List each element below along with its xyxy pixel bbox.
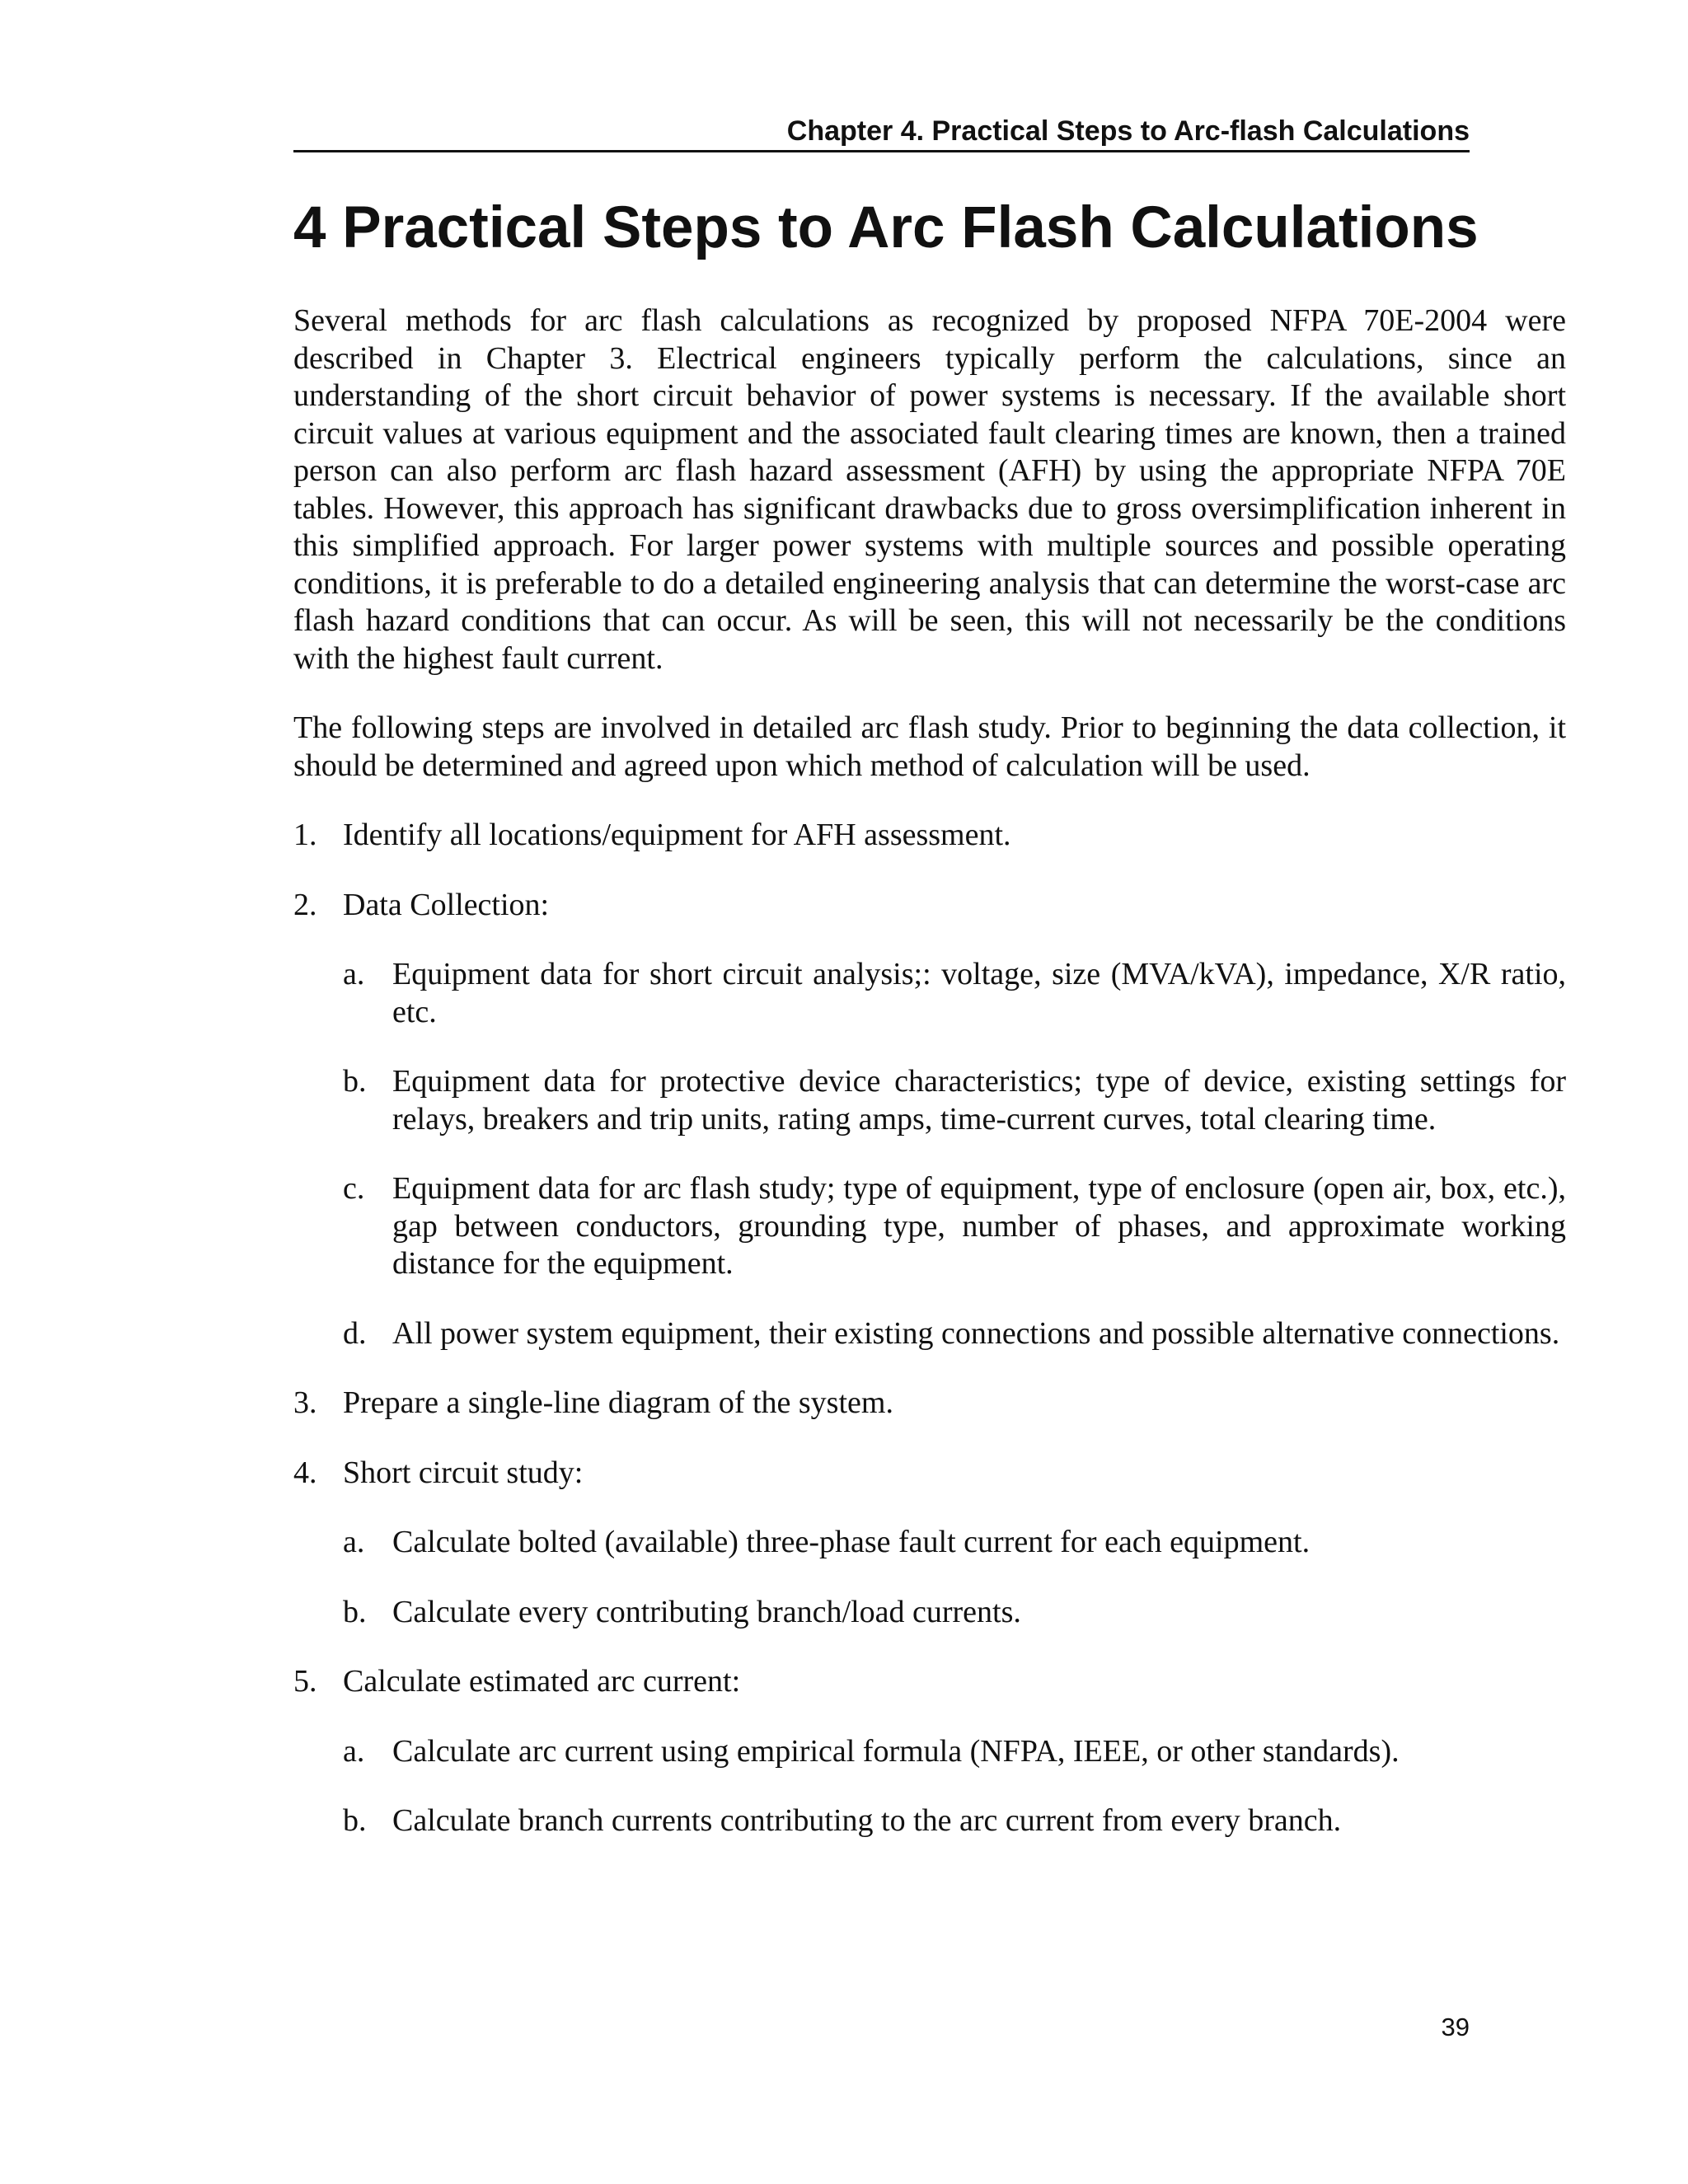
step-number: 1. — [293, 818, 317, 852]
substep-text: Calculate branch currents contributing to the arc current from every branch. — [392, 1803, 1342, 1838]
substep-text: Calculate bolted (available) three-phase fault current for each equipment. — [392, 1525, 1311, 1559]
substep-letter: d. — [343, 1315, 367, 1351]
substep-letter: a. — [343, 957, 365, 991]
substep-text: Calculate arc current using empirical formula (NFPA, IEEE, or other standards). — [392, 1733, 1400, 1769]
step-text: Short circuit study: — [343, 1455, 584, 1490]
substep-text: Equipment data for arc flash study; type of equipment, type of enclosure (open air, box, etc.), gap between conductors, grounding type, number of phases, and approximate working distance for the equipment. — [392, 1171, 1566, 1281]
substep-text: Equipment data for short circuit analysis;: voltage, size (MVA/kVA), impedance, X/R ratio, etc. — [392, 957, 1566, 1029]
substep-letter: b. — [343, 1064, 367, 1099]
step-number: 3. — [293, 1385, 317, 1420]
substep-item — [343, 1733, 1566, 1771]
chapter-title: 4 Practical Steps to Arc Flash Calculations — [293, 195, 1479, 260]
step-text: Identify all locations/equipment for AFH assessment. — [343, 818, 1011, 852]
step-number: 2. — [293, 887, 317, 922]
step-item — [293, 1455, 1566, 1493]
step-item — [293, 1663, 1566, 1701]
step-text: Prepare a single-line diagram of the system. — [343, 1385, 893, 1420]
intro-paragraph: Several methods for arc flash calculations as recognized by proposed NFPA 70E-2004 were described in Chapter 3. Electrical engineers typically perform the calculations, since an understanding of the short circuit behavior of power systems is necessary. If the available short circuit values at various equipment and the associated fault clearing times are known, then a trained person can also perform arc flash hazard assessment (AFH) by using the appropriate NFPA 70E tables. However, this approach has significant drawbacks due to gross oversimplification inherent in this simplified approach. For larger power systems with multiple sources and possible operating conditions, it is preferable to do a detailed engineering analysis that can determine the worst-case arc flash hazard conditions that can occur. As will be seen, this will not necessarily be the conditions with the highest fault current. — [293, 303, 1566, 676]
substep-item — [343, 1802, 1566, 1840]
step-number: 4. — [293, 1455, 317, 1490]
substep-item — [343, 1063, 1566, 1138]
substep-item — [343, 1315, 1566, 1353]
substep-letter: c. — [343, 1171, 365, 1206]
steps-intro-paragraph: The following steps are involved in detailed arc flash study. Prior to beginning the data collection, it should be determined and agreed upon which method of calculation will be used. — [293, 710, 1566, 783]
substep-letter: b. — [343, 1594, 367, 1629]
substep-item — [343, 1594, 1566, 1632]
substep-item — [343, 956, 1566, 1031]
substep-letter: a. — [343, 1525, 365, 1559]
substep-letter: b. — [343, 1803, 367, 1838]
step-item — [293, 887, 1566, 925]
step-text: Calculate estimated arc current: — [343, 1664, 741, 1699]
step-number: 5. — [293, 1664, 317, 1699]
substep-text: All power system equipment, their existing connections and possible alternative connections. — [392, 1315, 1560, 1351]
substep-text: Equipment data for protective device characteristics; type of device, existing settings for relays, breakers and trip units, rating amps, time-current curves, total clearing time. — [392, 1064, 1566, 1137]
substep-item — [343, 1170, 1566, 1283]
running-header: Chapter 4. Practical Steps to Arc-flash Calculations — [293, 112, 1470, 152]
step-text: Data Collection: — [343, 887, 550, 922]
step-item — [293, 817, 1566, 855]
substep-letter: a. — [343, 1733, 365, 1769]
body-text — [293, 302, 1566, 1872]
substep-item — [343, 1524, 1566, 1562]
page-number: 39 — [1441, 2013, 1470, 2041]
substep-text: Calculate every contributing branch/load currents. — [392, 1594, 1021, 1629]
step-item — [293, 1385, 1566, 1422]
